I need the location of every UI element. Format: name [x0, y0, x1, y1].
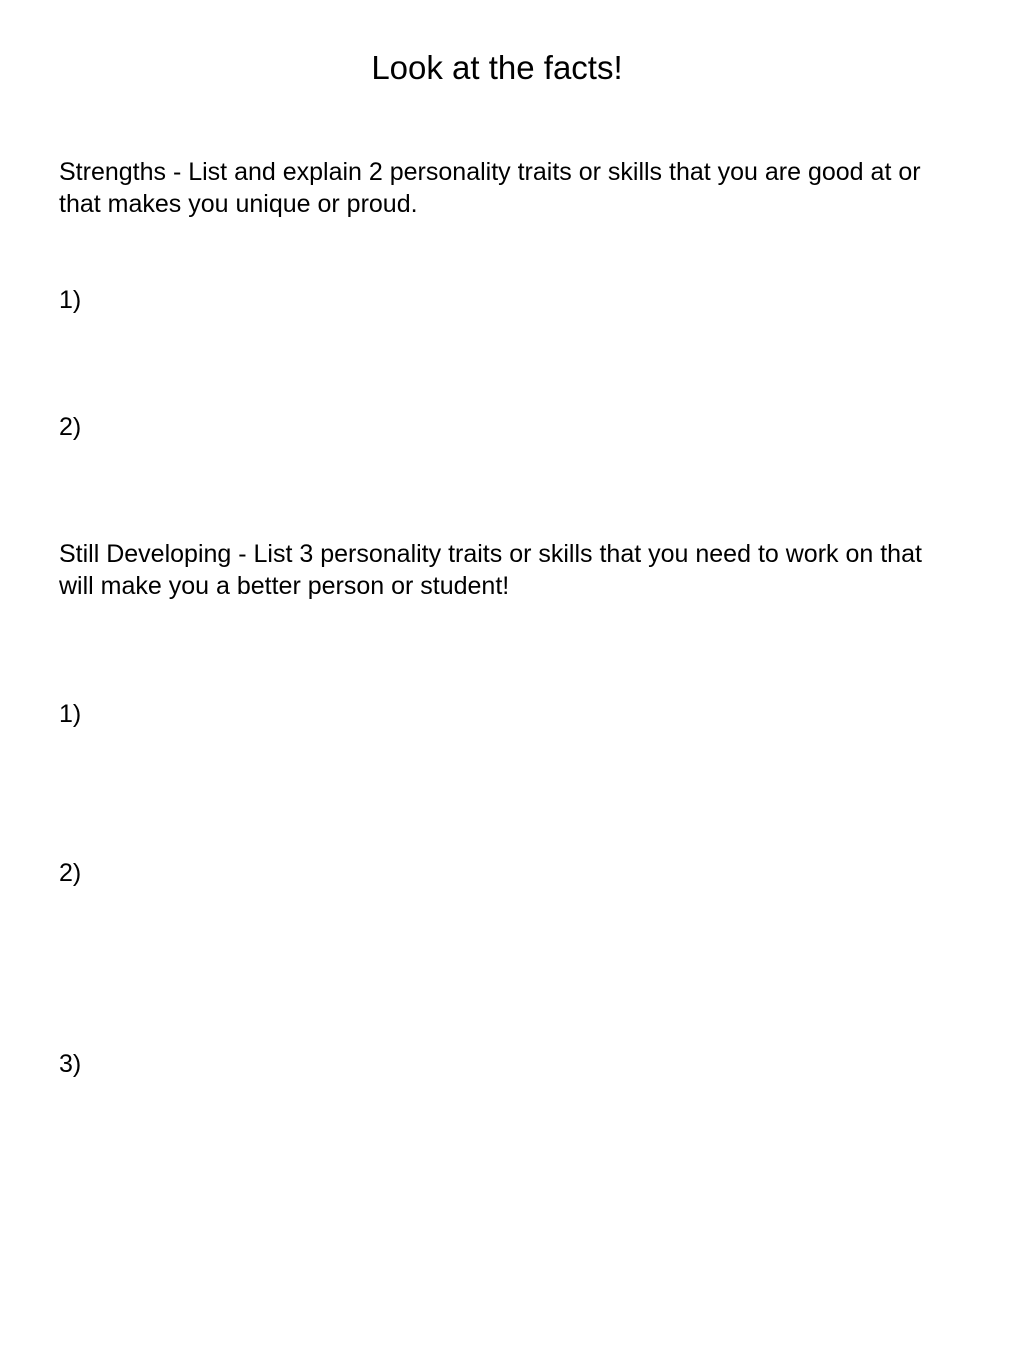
still-developing-item-number: 1) — [59, 700, 82, 728]
strengths-item-number: 1) — [59, 286, 82, 314]
page-title: Look at the facts! — [371, 49, 623, 86]
still-developing-item-number: 3) — [59, 1050, 82, 1078]
still-developing-prompt: Still Developing - List 3 personality traits or skills that you need to work on that will make you a better person or student! — [59, 540, 922, 600]
strengths-item-number: 2) — [59, 413, 82, 441]
still-developing-item-number: 2) — [59, 859, 82, 887]
strengths-prompt: Strengths - List and explain 2 personality traits or skills that you are good at or that makes you unique or proud. — [59, 158, 921, 218]
